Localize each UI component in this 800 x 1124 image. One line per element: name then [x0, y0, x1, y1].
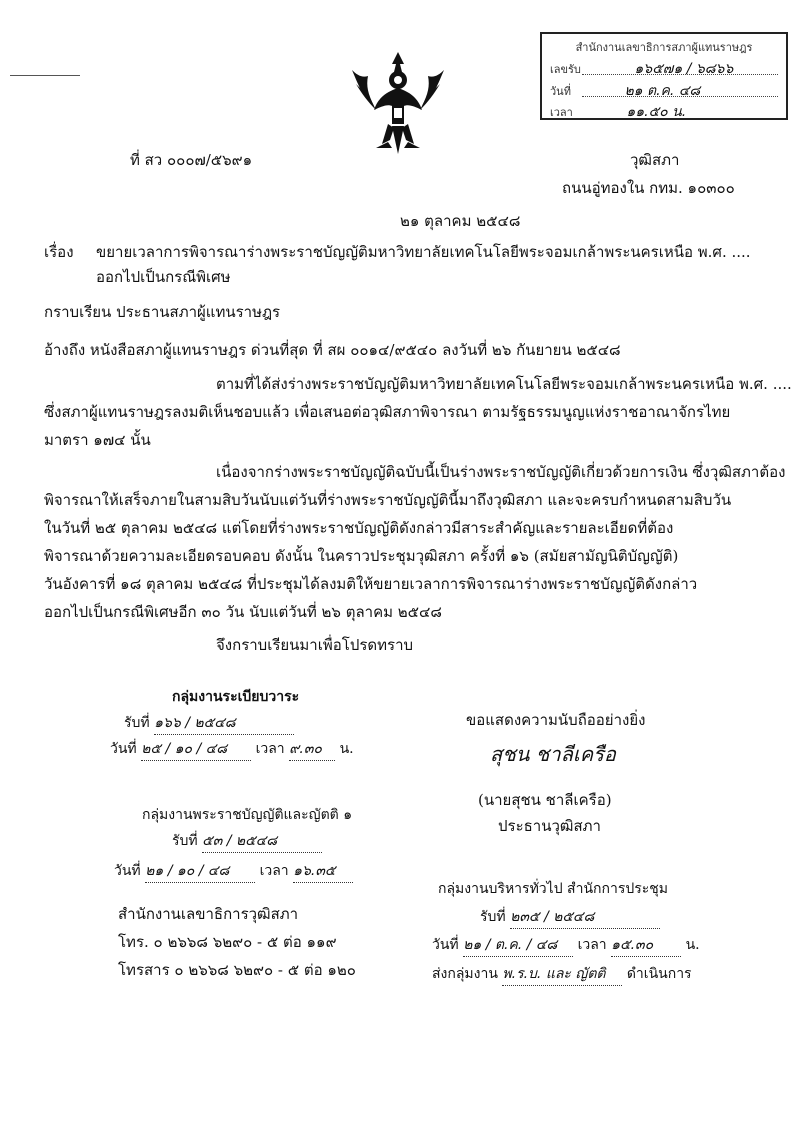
stamp-line — [582, 74, 778, 75]
body-line: มาตรา ๑๗๔ นั้น — [44, 431, 151, 449]
registry-date-value: ๒๕ / ๑๐ / ๔๘ — [141, 738, 251, 761]
stamp-date-row — [550, 80, 778, 102]
letter-date: ๒๑ ตุลาคม ๒๕๔๘ — [400, 212, 521, 230]
general-forward-value: พ.ร.บ. และ ญัตติ — [502, 963, 622, 986]
registry-stamp-title: กลุ่มงานระเบียบวาระ — [172, 689, 300, 705]
subject-line: ออกไปเป็นกรณีพิเศษ — [96, 268, 231, 286]
body-line: พิจารณาให้เสร็จภายในสามสิบวันนับแต่วันที่ร่างพระราชบัญญัตินี้มาถึงวุฒิสภา และจะครบกำหนดสามสิบวัน — [44, 491, 732, 509]
general-date-label: วันที่ — [432, 937, 459, 953]
general-date-value: ๒๑ / ต.ค. / ๔๘ — [463, 934, 573, 957]
subject-line: ขยายเวลาการพิจารณาร่างพระราชบัญญัติมหาวิทยาลัยเทคโนโลยีพระจอมเกล้าพระนครเหนือ พ.ศ. .... — [96, 243, 751, 261]
law-stamp-title: กลุ่มงานพระราชบัญญัติและญัตติ ๑ — [142, 807, 353, 823]
law-time-label: เวลา — [259, 863, 289, 879]
footer-phone: โทร. ๐ ๒๖๖๘ ๖๒๙๐ - ๕ ต่อ ๑๑๙ — [118, 933, 337, 951]
reference-line: อ้างถึง หนังสือสภาผู้แทนราษฎร ด่วนที่สุด ที่ สผ ๐๐๑๔/๙๕๔๐ ลงวันที่ ๒๖ กันยายน ๒๕๔๘ — [44, 341, 621, 359]
closing-respect: ขอแสดงความนับถืออย่างยิ่ง — [466, 711, 646, 729]
registry-date-label: วันที่ — [110, 741, 137, 757]
general-recv-label: รับที่ — [480, 909, 506, 925]
garuda-emblem-icon — [348, 48, 448, 160]
registry-stamp-date — [110, 738, 354, 761]
law-stamp-date — [114, 860, 353, 883]
stamp-time-value: ๑๑.๕๐ น. — [626, 104, 687, 120]
stamp-time-label: เวลา — [550, 106, 573, 119]
stamp-office: สำนักงานเลขาธิการสภาผู้แทนราษฎร — [575, 41, 753, 54]
general-time-suffix: น. — [685, 937, 700, 953]
stamp-line — [582, 96, 778, 97]
law-recv-label: รับที่ — [172, 833, 198, 849]
body-line: พิจารณาด้วยความละเอียดรอบคอบ ดังนั้น ในคราวประชุมวุฒิสภา ครั้งที่ ๑๖ (สมัยสามัญนิติบัญญัติ) — [44, 547, 679, 565]
registry-stamp-recv — [124, 712, 294, 735]
body-line: ตามที่ได้ส่งร่างพระราชบัญญัติมหาวิทยาลัยเทคโนโลยีพระจอมเกล้าพระนครเหนือ พ.ศ. .... — [216, 375, 792, 393]
stamp-time-row — [550, 101, 778, 123]
stamp-recv-value: ๑๖๕๗๑ / ๖๘๖๖ — [634, 61, 734, 77]
stamp-recv-row — [550, 58, 778, 80]
receiving-stamp — [540, 32, 788, 120]
salutation: กราบเรียน ประธานสภาผู้แทนราษฎร — [44, 303, 281, 321]
law-date-value: ๒๑ / ๑๐ / ๔๘ — [145, 860, 255, 883]
footer-office: สำนักงานเลขาธิการวุฒิสภา — [118, 905, 299, 923]
subject-label: เรื่อง — [44, 243, 74, 261]
law-date-label: วันที่ — [114, 863, 141, 879]
sender-organization: วุฒิสภา — [630, 151, 680, 169]
general-time-label: เวลา — [577, 937, 607, 953]
registry-time-suffix: น. — [339, 741, 354, 757]
law-stamp-recv — [172, 830, 322, 853]
general-forward-label: ส่งกลุ่มงาน — [432, 966, 498, 982]
registry-time-value: ๙.๓๐ — [289, 738, 335, 761]
law-time-value: ๑๖.๓๕ — [293, 860, 353, 883]
body-line: ในวันที่ ๒๕ ตุลาคม ๒๕๔๘ แต่โดยที่ร่างพระราชบัญญัติดังกล่าวมีสาระสำคัญและรายละเอียดที่ต้อง — [44, 519, 674, 537]
general-stamp-forward — [432, 963, 692, 986]
body-line: ซึ่งสภาผู้แทนราษฎรลงมติเห็นชอบแล้ว เพื่อเสนอต่อวุฒิสภาพิจารณา ตามรัฐธรรมนูญแห่งราชอาณาจักรไทย — [44, 403, 731, 421]
body-line: เนื่องจากร่างพระราชบัญญัติฉบับนี้เป็นร่างพระราชบัญญัติเกี่ยวด้วยการเงิน ซึ่งวุฒิสภาต้อง — [216, 463, 786, 481]
body-line: วันอังคารที่ ๑๘ ตุลาคม ๒๕๔๘ ที่ประชุมได้ลงมติให้ขยายเวลาการพิจารณาร่างพระราชบัญญัติดังกล่าว — [44, 575, 698, 593]
closing-request: จึงกราบเรียนมาเพื่อโปรดทราบ — [216, 636, 414, 654]
signer-position: ประธานวุฒิสภา — [498, 817, 601, 835]
general-stamp-recv — [480, 906, 660, 929]
signer-name: (นายสุชน ชาลีเครือ) — [478, 791, 612, 809]
signature: สุชน ชาลีเครือ — [490, 742, 616, 766]
registry-recv-value: ๑๖๖ / ๒๕๔๘ — [154, 712, 294, 735]
registry-time-label: เวลา — [255, 741, 285, 757]
footer-fax: โทรสาร ๐ ๒๖๖๘ ๖๒๙๐ - ๕ ต่อ ๑๒๐ — [118, 961, 356, 979]
registry-recv-label: รับที่ — [124, 715, 150, 731]
stamp-date-label: วันที่ — [550, 85, 571, 98]
law-recv-value: ๕๓ / ๒๕๔๘ — [202, 830, 322, 853]
body-line: ออกไปเป็นกรณีพิเศษอีก ๓๐ วัน นับแต่วันที่ ๒๖ ตุลาคม ๒๕๔๘ — [44, 603, 442, 621]
general-time-value: ๑๕.๓๐ — [611, 934, 681, 957]
general-forward-suffix: ดำเนินการ — [626, 966, 692, 982]
reference-number: ที่ สว ๐๐๐๗/๕๖๙๑ — [130, 151, 253, 169]
stamp-date-value: ๒๑ ต.ค. ๔๘ — [624, 83, 701, 99]
sender-address: ถนนอู่ทองใน กทม. ๑๐๓๐๐ — [562, 179, 735, 197]
general-recv-value: ๒๓๕ / ๒๕๔๘ — [510, 906, 660, 929]
general-stamp-title: กลุ่มงานบริหารทั่วไป สำนักการประชุม — [438, 881, 669, 897]
scan-mark — [10, 75, 80, 76]
stamp-recv-label: เลขรับ — [550, 63, 581, 76]
general-stamp-date — [432, 934, 700, 957]
